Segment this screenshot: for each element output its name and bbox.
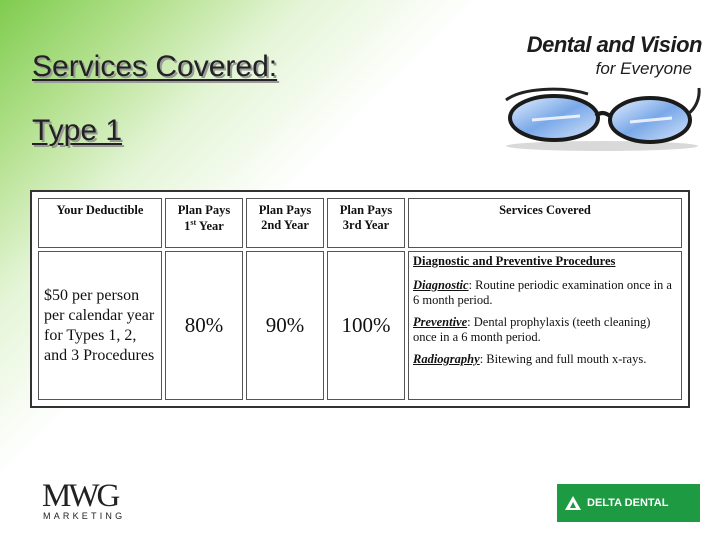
header-year2-line1: Plan Pays (258, 203, 312, 217)
service-term: Diagnostic (413, 278, 469, 292)
coverage-table (30, 190, 690, 408)
header-services: Services Covered (408, 198, 682, 248)
header-year1-line1: Plan Pays (177, 203, 231, 217)
header-year3-line2: 3rd Year (342, 218, 390, 232)
table-row (38, 251, 682, 400)
year1-percent: 80% (165, 251, 243, 400)
header-year2 (246, 198, 324, 248)
header-year2-line2: 2nd Year (261, 218, 309, 232)
header-year1-rest: Year (196, 219, 224, 234)
service-desc: : Routine periodic examination once in a 6 month period. (413, 278, 672, 307)
delta-dental-label: DELTA DENTAL (587, 497, 669, 509)
table-header-row (38, 198, 682, 248)
year2-percent: 90% (246, 251, 324, 400)
dental-vision-logo (502, 32, 707, 152)
slide-title: Services Covered: (32, 50, 278, 83)
header-year1-num: 1 (184, 219, 191, 234)
delta-triangle-icon (565, 496, 581, 510)
header-year1-sup: st (190, 218, 197, 227)
delta-dental-logo (557, 484, 700, 522)
logo-line2: for Everyone (595, 59, 692, 78)
service-item-preventive (413, 315, 677, 345)
slide-subtitle: Type 1 (32, 114, 123, 147)
service-item-radiography (413, 352, 677, 367)
mwg-logo-mark: MWG (42, 478, 118, 514)
mwg-marketing-logo (40, 478, 140, 523)
year3-percent: 100% (327, 251, 405, 400)
header-year3 (327, 198, 405, 248)
services-heading: Diagnostic and Preventive Procedures (413, 254, 616, 268)
service-term: Radiography (413, 352, 480, 366)
service-term: Preventive (413, 315, 468, 329)
header-deductible: Your Deductible (38, 198, 162, 248)
mwg-logo-sub: MARKETING (43, 511, 126, 521)
logo-line1: Dental and Vision (526, 32, 702, 57)
eyeglasses-icon (502, 80, 702, 152)
header-year3-line1: Plan Pays (339, 203, 393, 217)
services-cell (408, 251, 682, 400)
service-desc: : Bitewing and full mouth x-rays. (479, 352, 647, 366)
header-year1 (165, 198, 243, 248)
service-item-diagnostic (413, 278, 677, 308)
service-desc: : Dental prophylaxis (teeth cleaning) once in a 6 month period. (413, 315, 651, 344)
deductible-cell: $50 per person per calendar year for Types 1, 2, and 3 Procedures (38, 251, 162, 400)
